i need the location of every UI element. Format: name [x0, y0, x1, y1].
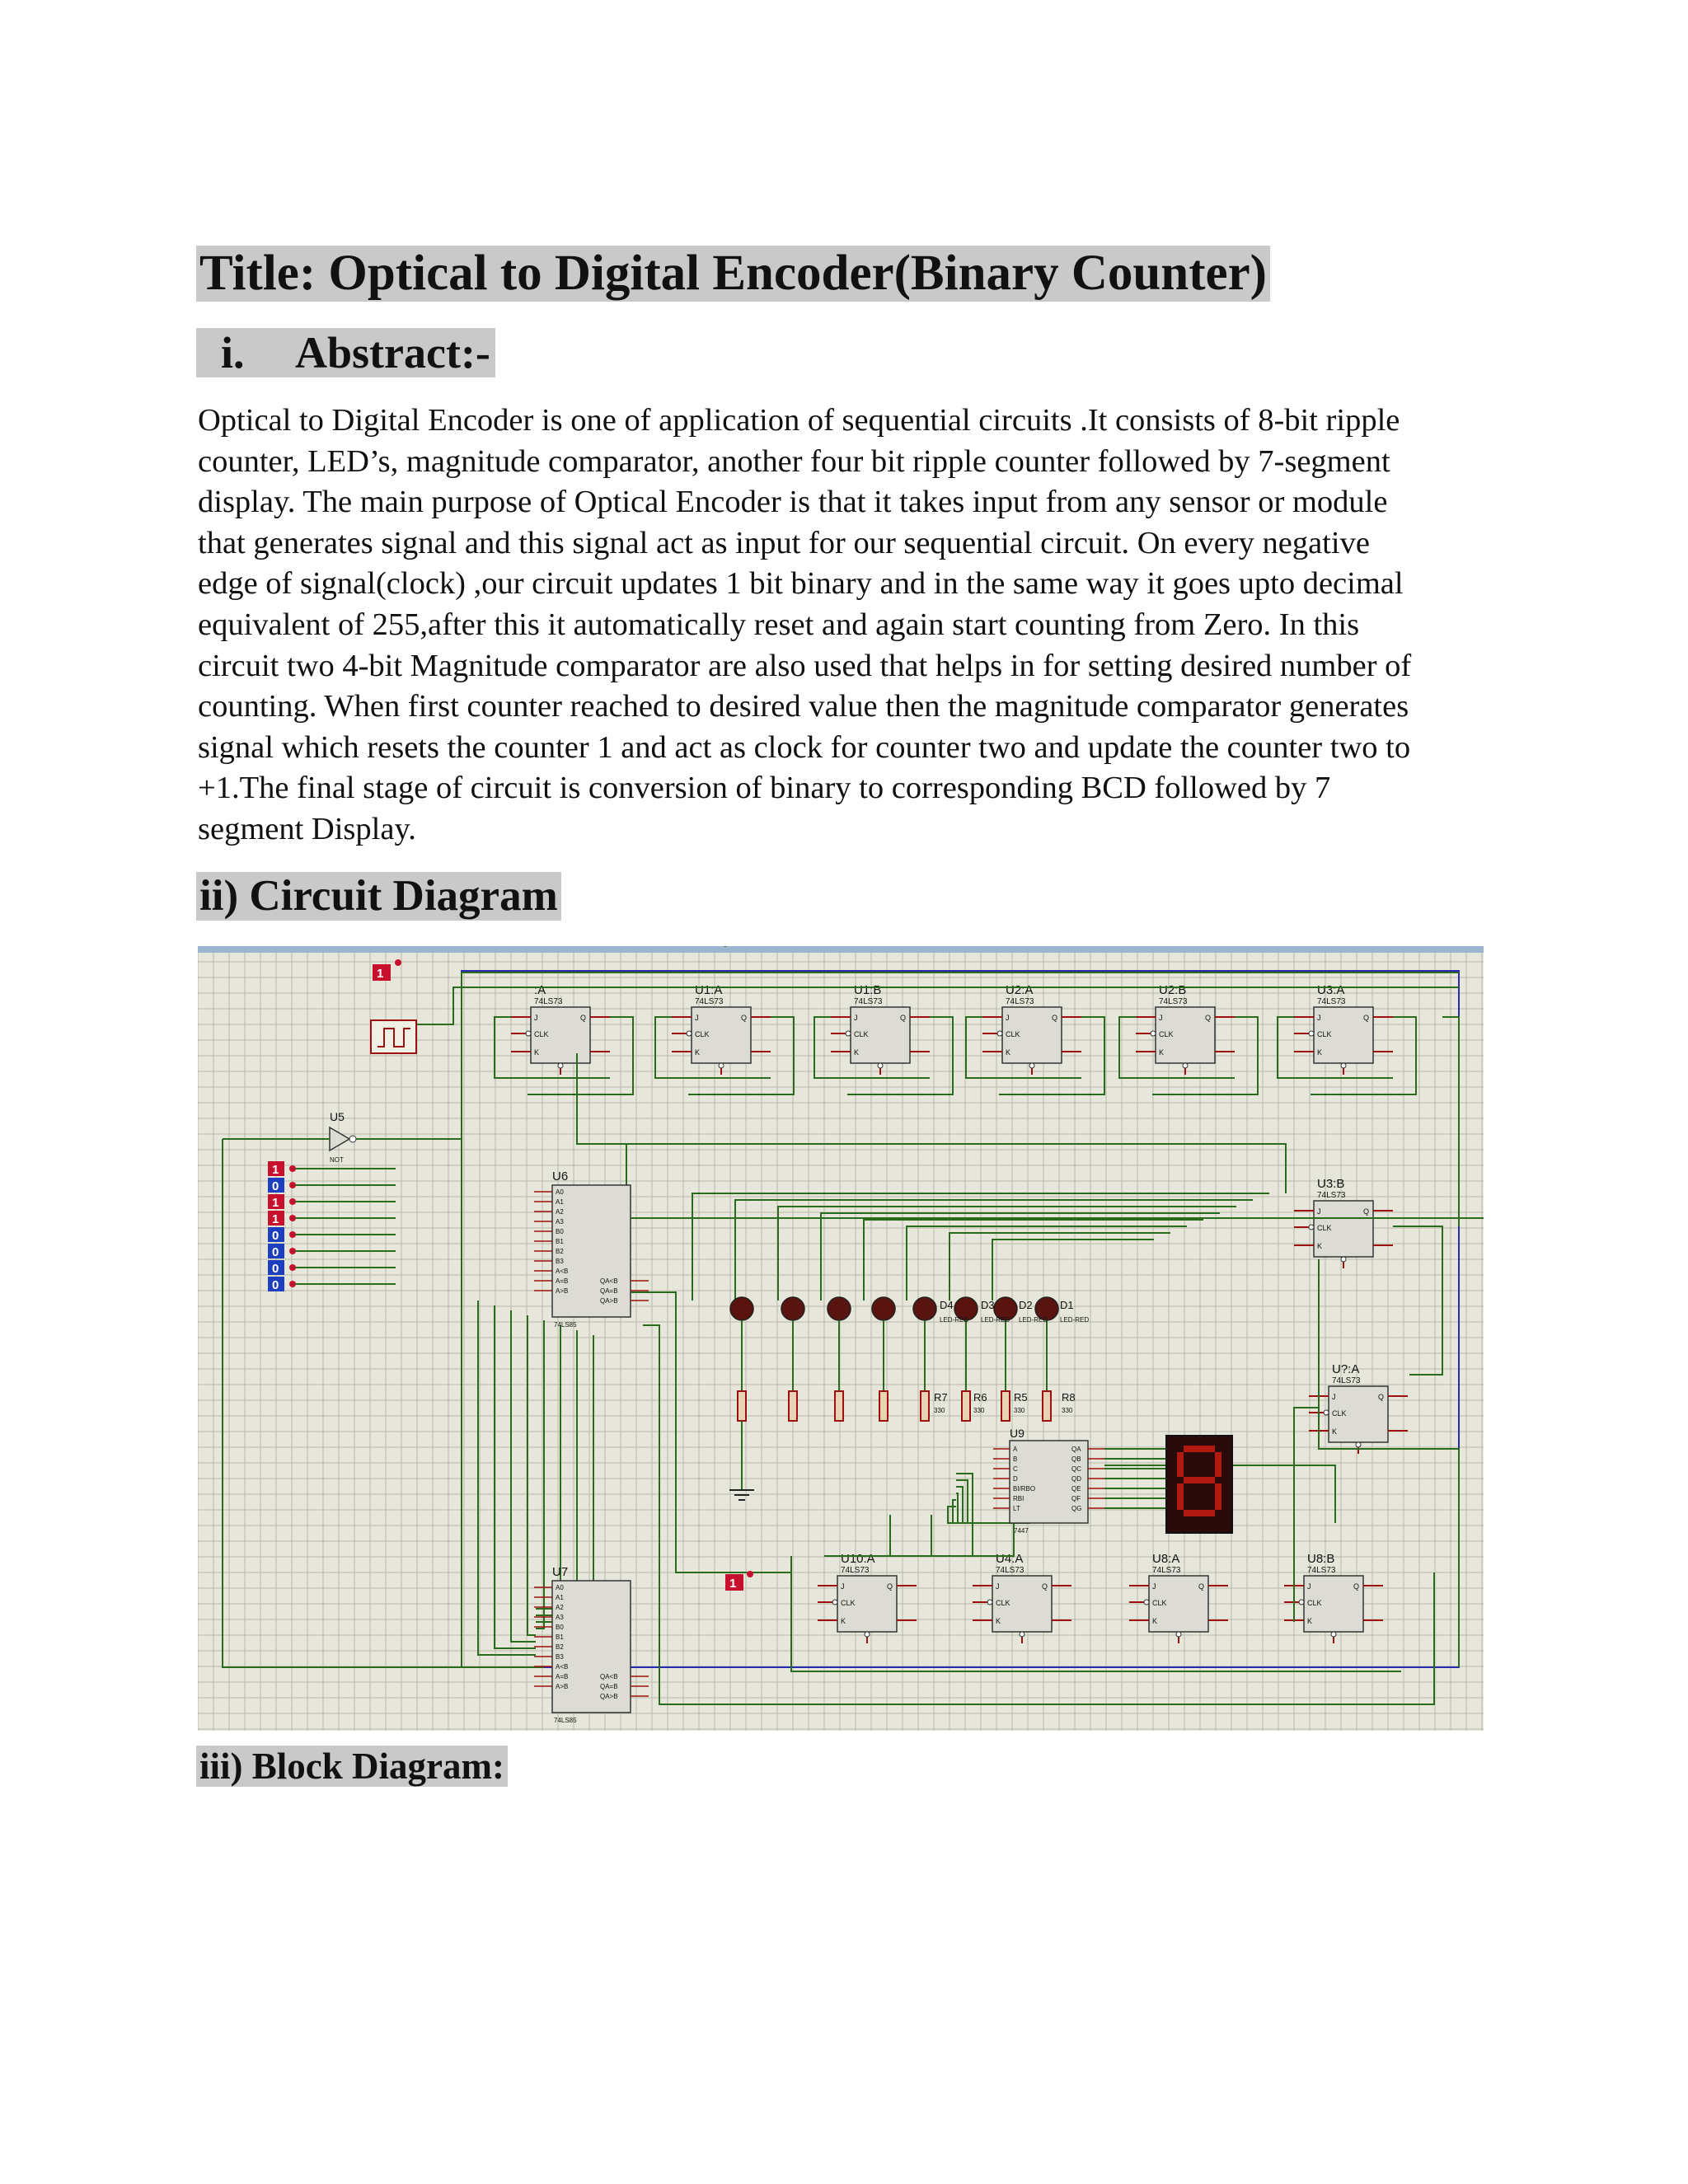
resistor-name: R7 — [934, 1391, 948, 1404]
pin-label: J — [1152, 1582, 1156, 1591]
pin-label: J — [1317, 1014, 1321, 1022]
pin-label: Q — [1353, 1582, 1360, 1591]
pin-label: J — [534, 1014, 538, 1022]
abstract-paragraph — [198, 401, 1484, 851]
reset-bubble — [865, 1632, 870, 1637]
resistor-name: R6 — [973, 1391, 987, 1404]
pin-label: B — [1013, 1455, 1018, 1463]
flipflop-part: 74LS73 — [1159, 997, 1188, 1006]
pin-label: C — [1013, 1465, 1018, 1473]
segment — [1184, 1477, 1215, 1483]
pin-label: J — [1159, 1014, 1163, 1022]
pin-label: J — [1006, 1014, 1010, 1022]
pin-label: QC — [1071, 1465, 1081, 1473]
pin-label: Q — [580, 1014, 587, 1022]
segment — [1177, 1452, 1184, 1477]
flipflop-part: 74LS73 — [695, 997, 724, 1006]
pin-label: K — [1317, 1242, 1323, 1250]
window-edge — [198, 946, 1484, 953]
block-diagram-heading: iii) Block Diagram: — [196, 1746, 508, 1787]
pin-label: B0 — [556, 1624, 564, 1631]
comparator-name: U7 — [552, 1565, 569, 1579]
pin-label: CLK — [1159, 1030, 1174, 1038]
logic-pin — [289, 1248, 296, 1254]
reset-bubble — [1341, 1257, 1346, 1262]
resistor — [879, 1391, 888, 1421]
logic-state-value: 0 — [272, 1229, 279, 1243]
abstract-line: segment Display. — [198, 811, 416, 846]
pin-label: CLK — [854, 1030, 869, 1038]
clk-bubble — [987, 1600, 992, 1605]
led-part: LED-RED — [940, 1316, 969, 1324]
logic-pin — [289, 1165, 296, 1172]
flipflop-part: 74LS73 — [1152, 1566, 1181, 1575]
flipflop-name: U3:B — [1317, 1177, 1345, 1191]
resistor-name: R8 — [1062, 1391, 1076, 1404]
pin-label: B1 — [556, 1238, 564, 1245]
led — [913, 1297, 936, 1320]
pin-label: CLK — [1332, 1409, 1347, 1418]
abstract-line: signal which resets the counter 1 and act as clock for counter two and update the counter two to — [198, 729, 1411, 765]
pin-label: Q — [1042, 1582, 1048, 1591]
flipflop-part: 74LS73 — [854, 997, 883, 1006]
abstract-line: display. The main purpose of Optical Encoder is that it takes input from any sensor or module — [198, 485, 1388, 520]
logic-state-value: 1 — [272, 1212, 279, 1226]
pin-label: A>B — [556, 1683, 569, 1690]
pin-label: J — [996, 1582, 1000, 1591]
flipflop-part: 74LS73 — [1317, 997, 1346, 1006]
pin-label: B3 — [556, 1258, 564, 1265]
clk-bubble — [1299, 1600, 1304, 1605]
logic-pin — [289, 1281, 296, 1287]
pin-label: Q — [1052, 1014, 1058, 1022]
pin-label: A1 — [556, 1594, 564, 1601]
logic-pin — [395, 959, 401, 966]
abstract-line: counter, LED’s, magnitude comparator, another four bit ripple counter followed by 7-segment — [198, 443, 1390, 479]
led-name: D4 — [940, 1299, 954, 1311]
not-gate-part: NOT — [330, 1156, 344, 1164]
logic-pin — [289, 1231, 296, 1238]
logic-pin — [747, 1571, 753, 1577]
abstract-line: +1.The final stage of circuit is conversion of binary to corresponding BCD followed by 7 — [198, 771, 1331, 806]
resistor — [835, 1391, 843, 1421]
pin-label: Q — [1363, 1014, 1370, 1022]
pin-label: CLK — [534, 1030, 549, 1038]
reset-bubble — [1331, 1632, 1336, 1637]
clk-bubble — [832, 1600, 837, 1605]
pin-label: A0 — [556, 1188, 564, 1196]
clk-bubble — [1309, 1031, 1314, 1036]
pin-label: A<B — [556, 1663, 569, 1671]
pin-label: RBI — [1013, 1495, 1025, 1502]
comparator-part: 74LS85 — [554, 1717, 577, 1724]
flipflop-name: U10:A — [841, 1552, 875, 1566]
segment — [1177, 1483, 1184, 1510]
pin-label: A<B — [556, 1268, 569, 1275]
flipflop-part: 74LS73 — [534, 997, 563, 1006]
flipflop-name: :A — [534, 983, 546, 997]
resistor-value: 330 — [934, 1407, 945, 1414]
pin-label: K — [1006, 1048, 1011, 1057]
segment — [1184, 1446, 1215, 1452]
pin-label: K — [1159, 1048, 1165, 1057]
pin-label: B3 — [556, 1653, 564, 1661]
logic-state-value: 1 — [272, 1196, 279, 1210]
pin-label: J — [695, 1014, 699, 1022]
pin-label: K — [996, 1617, 1001, 1625]
flipflop-name: U1:B — [854, 983, 882, 997]
logic-state-value: 0 — [272, 1278, 279, 1292]
pin-label: J — [854, 1014, 858, 1022]
flipflop-name: U4:A — [996, 1552, 1024, 1566]
pin-label: Q — [1378, 1393, 1385, 1401]
page-title: Title: Optical to Digital Encoder(Binary Counter) — [196, 246, 1270, 302]
pin-label: D — [1013, 1475, 1018, 1483]
flipflop-part: 74LS73 — [1317, 1191, 1346, 1200]
logic-state-value: 0 — [272, 1245, 279, 1259]
logic-pin — [289, 1182, 296, 1188]
reset-bubble — [1341, 1063, 1346, 1068]
pin-label: A3 — [556, 1218, 564, 1226]
pin-label: K — [841, 1617, 846, 1625]
pin-label: QA<B — [600, 1277, 618, 1285]
pin-label: QD — [1071, 1475, 1081, 1483]
resistor — [1001, 1391, 1010, 1421]
flipflop-name: U8:B — [1307, 1552, 1335, 1566]
comparator-name: U6 — [552, 1169, 569, 1183]
segment — [1215, 1452, 1221, 1477]
clk-bubble — [846, 1031, 851, 1036]
pin-label: LT — [1013, 1505, 1020, 1512]
resistor-name: R5 — [1014, 1391, 1028, 1404]
flipflop-part: 74LS73 — [1006, 997, 1034, 1006]
flipflop-name: U3:A — [1317, 983, 1345, 997]
pin-label: B0 — [556, 1228, 564, 1235]
pin-label: B1 — [556, 1633, 564, 1641]
logic-pin — [289, 1264, 296, 1271]
logic-pin — [289, 1215, 296, 1221]
clk-bubble — [1324, 1410, 1329, 1415]
pin-label: J — [1332, 1393, 1336, 1401]
led-part: LED-RED — [1060, 1316, 1090, 1324]
pin-label: B2 — [556, 1643, 564, 1651]
comparator-part: 74LS85 — [554, 1321, 577, 1329]
led-part: LED-RED — [1019, 1316, 1048, 1324]
abstract-line: circuit two 4-bit Magnitude comparator are also used that helps in for setting desired number of — [198, 648, 1412, 683]
pin-label: J — [1317, 1207, 1321, 1216]
pin-label: A2 — [556, 1604, 564, 1611]
pin-label: K — [1332, 1427, 1338, 1436]
pin-label: A>B — [556, 1287, 569, 1295]
flipflop-part: 74LS73 — [1332, 1376, 1361, 1385]
pin-label: Q — [1205, 1014, 1212, 1022]
logic-state-value: 0 — [272, 1179, 279, 1193]
led — [872, 1297, 895, 1320]
pin-label: QG — [1071, 1505, 1082, 1512]
abstract-heading-text: Abstract:- — [295, 328, 490, 377]
pin-label: CLK — [841, 1599, 856, 1607]
circuit-schematic — [198, 946, 1484, 1731]
logic-state-value: 1 — [729, 1577, 737, 1591]
abstract-line: equivalent of 255,after this it automatically reset and again start counting from Zero. In this — [198, 607, 1360, 642]
reset-bubble — [558, 1063, 563, 1068]
resistor — [962, 1391, 970, 1421]
flipflop-part: 74LS73 — [996, 1566, 1025, 1575]
pin-label: CLK — [695, 1030, 710, 1038]
comparator-body — [552, 1581, 631, 1713]
logic-pin — [289, 1198, 296, 1205]
clk-bubble — [687, 1031, 692, 1036]
flipflop-name: U8:A — [1152, 1552, 1180, 1566]
pin-label: K — [1317, 1048, 1323, 1057]
led — [781, 1297, 804, 1320]
pin-label: A2 — [556, 1208, 564, 1216]
pin-label: A3 — [556, 1614, 564, 1621]
abstract-heading — [196, 328, 495, 377]
pin-label: J — [841, 1582, 845, 1591]
not-bubble — [349, 1136, 356, 1142]
abstract-line: edge of signal(clock) ,our circuit updates 1 bit binary and in the same way it goes upto decimal — [198, 566, 1404, 602]
pin-label: Q — [900, 1014, 907, 1022]
pin-label: A — [1013, 1446, 1018, 1453]
decoder-name: U9 — [1010, 1427, 1025, 1440]
abstract-line: Optical to Digital Encoder is one of application of sequential circuits .It consists of 8-bit ripple — [198, 403, 1400, 438]
reset-bubble — [1356, 1442, 1361, 1447]
led-part: LED-RED — [981, 1316, 1010, 1324]
pin-label: QA — [1071, 1446, 1081, 1453]
reset-bubble — [1183, 1063, 1188, 1068]
resistor-value: 330 — [973, 1407, 985, 1414]
pin-label: CLK — [1317, 1224, 1332, 1232]
flipflop-name: U2:B — [1159, 983, 1187, 997]
clk-bubble — [997, 1031, 1002, 1036]
flipflop-name: U1:A — [695, 983, 723, 997]
pin-label: A=B — [556, 1673, 569, 1680]
flipflop-part: 74LS73 — [1307, 1566, 1336, 1575]
pin-label: A=B — [556, 1277, 569, 1285]
pin-label: QF — [1071, 1495, 1081, 1502]
pin-label: CLK — [996, 1599, 1010, 1607]
led-name: D2 — [1019, 1299, 1033, 1311]
clk-bubble — [1144, 1600, 1149, 1605]
led — [730, 1297, 753, 1320]
reset-bubble — [1020, 1632, 1025, 1637]
abstract-number: i. — [221, 328, 245, 377]
abstract-line: counting. When first counter reached to desired value then the magnitude comparator generates — [198, 689, 1409, 724]
resistor — [1043, 1391, 1051, 1421]
abstract-line: that generates signal and this signal act as input for our sequential circuit. On every negative — [198, 525, 1370, 560]
pin-label: QA>B — [600, 1297, 618, 1305]
pin-label: BI/RBO — [1013, 1485, 1036, 1493]
flipflop-name: U2:A — [1006, 983, 1034, 997]
pin-label: Q — [1198, 1582, 1205, 1591]
reset-bubble — [1029, 1063, 1034, 1068]
led-name: D1 — [1060, 1299, 1074, 1311]
pin-label: K — [854, 1048, 860, 1057]
pin-label: K — [1307, 1617, 1313, 1625]
resistor — [738, 1391, 746, 1421]
pin-label: CLK — [1307, 1599, 1322, 1607]
pin-label: QA=B — [600, 1287, 618, 1295]
decoder-part: 7447 — [1014, 1527, 1029, 1535]
pin-label: K — [695, 1048, 701, 1057]
pin-label: K — [534, 1048, 540, 1057]
flipflop-part: 74LS73 — [841, 1566, 870, 1575]
led — [828, 1297, 851, 1320]
pin-label: QA>B — [600, 1693, 618, 1700]
pin-label: Q — [741, 1014, 748, 1022]
clk-bubble — [526, 1031, 531, 1036]
logic-state-value: 1 — [377, 967, 384, 981]
logic-state-value: 1 — [272, 1163, 279, 1177]
led-name: D3 — [981, 1299, 995, 1311]
resistor-value: 330 — [1014, 1407, 1025, 1414]
clk-bubble — [1309, 1225, 1314, 1230]
pin-label: QA=B — [600, 1683, 618, 1690]
pin-label: J — [1307, 1582, 1311, 1591]
segment — [1215, 1483, 1221, 1510]
pin-label: A0 — [556, 1584, 564, 1591]
pin-label: A1 — [556, 1198, 564, 1206]
pin-label: QE — [1071, 1485, 1081, 1493]
resistor — [789, 1391, 797, 1421]
resistor-value: 330 — [1062, 1407, 1073, 1414]
pin-label: QA<B — [600, 1673, 618, 1680]
pin-label: K — [1152, 1617, 1158, 1625]
reset-bubble — [1176, 1632, 1181, 1637]
resistor — [921, 1391, 929, 1421]
reset-bubble — [878, 1063, 883, 1068]
pin-label: B2 — [556, 1248, 564, 1255]
clk-bubble — [1151, 1031, 1156, 1036]
circuit-diagram-heading: ii) Circuit Diagram — [196, 872, 561, 921]
pin-label: CLK — [1006, 1030, 1020, 1038]
segment — [1184, 1510, 1215, 1516]
not-gate-name: U5 — [330, 1110, 345, 1123]
pin-label: CLK — [1152, 1599, 1167, 1607]
pin-label: Q — [1363, 1207, 1370, 1216]
pin-label: QB — [1071, 1455, 1081, 1463]
reset-bubble — [719, 1063, 724, 1068]
comparator-body — [552, 1185, 631, 1317]
pin-label: CLK — [1317, 1030, 1332, 1038]
pin-label: Q — [887, 1582, 893, 1591]
flipflop-name: U?:A — [1332, 1362, 1360, 1376]
logic-state-value: 0 — [272, 1262, 279, 1276]
